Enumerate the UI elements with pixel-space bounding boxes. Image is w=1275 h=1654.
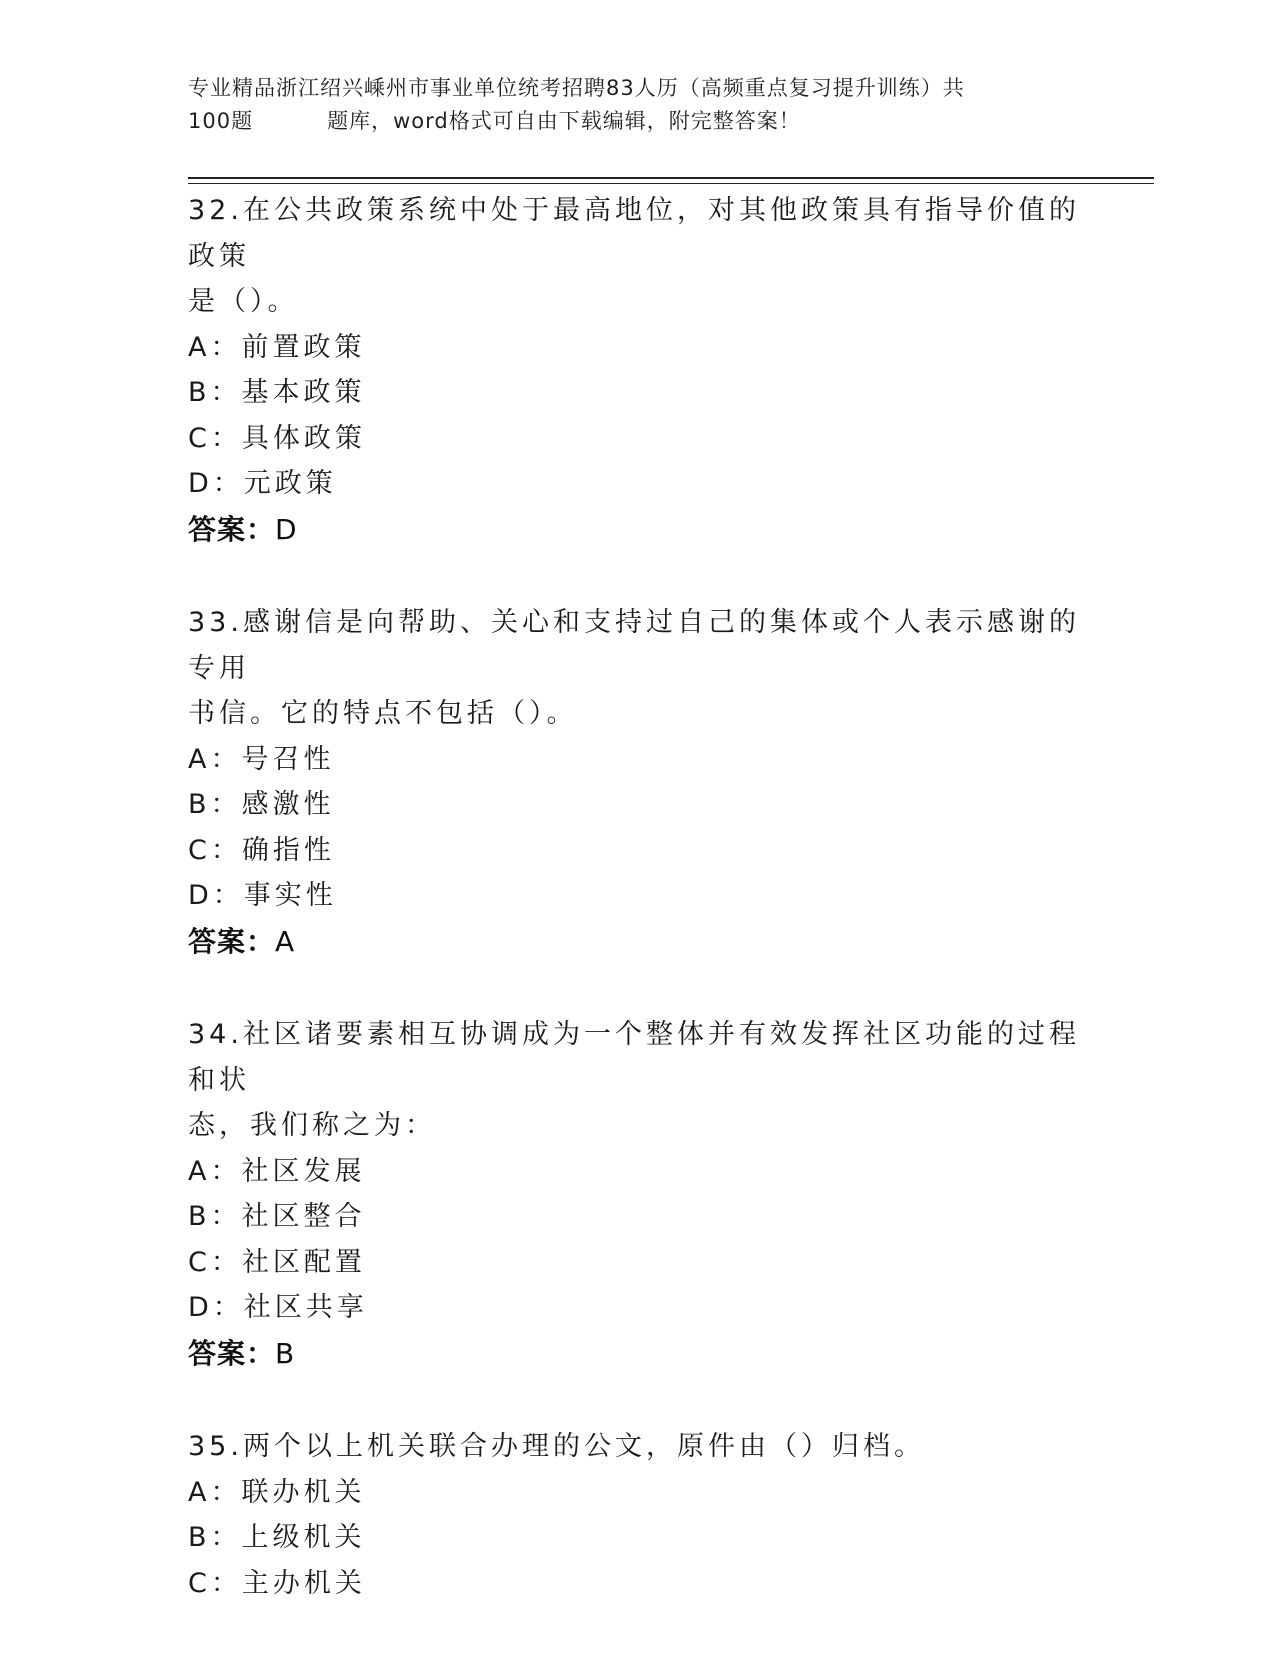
header-title-line2 xyxy=(188,105,1088,138)
option-d: D：元政策 xyxy=(188,468,337,499)
answer-value: D xyxy=(275,512,298,546)
answer-value: B xyxy=(275,1336,296,1370)
question-stem-line2: 是（）。 xyxy=(188,286,299,317)
answer-label: 答案： xyxy=(188,1336,276,1370)
option-c: C：主办机关 xyxy=(188,1567,366,1599)
answer-label: 答案： xyxy=(188,512,276,546)
option-b: B：基本政策 xyxy=(188,377,366,408)
document-header xyxy=(188,72,1088,138)
header-title-line1: 专业精品浙江绍兴嵊州市事业单位统考招聘83人历（高频重点复习提升训练）共 xyxy=(188,76,965,100)
question-32 xyxy=(188,188,1088,552)
question-34 xyxy=(188,1012,1088,1376)
header-description: 题库，word格式可自由下载编辑，附完整答案！ xyxy=(327,109,801,133)
option-d: D：事实性 xyxy=(188,880,337,911)
question-stem-line1: 33.感谢信是向帮助、关心和支持过自己的集体或个人表示感谢的专用 xyxy=(188,607,1080,684)
answer-line xyxy=(188,1331,1088,1377)
option-b: B：上级机关 xyxy=(188,1522,366,1553)
option-a: A：联办机关 xyxy=(188,1476,366,1508)
option-a: A：社区发展 xyxy=(188,1155,366,1187)
question-stem-line2: 书信。它的特点不包括（）。 xyxy=(188,698,578,729)
answer-label: 答案： xyxy=(188,924,276,958)
question-35 xyxy=(188,1424,1088,1606)
question-stem-line1: 34.社区诸要素相互协调成为一个整体并有效发挥社区功能的过程和状 xyxy=(188,1019,1080,1096)
answer-value: A xyxy=(275,924,296,958)
option-d: D：社区共享 xyxy=(188,1292,368,1323)
question-33 xyxy=(188,600,1088,964)
option-c: C：确指性 xyxy=(188,834,335,866)
option-b: B：感激性 xyxy=(188,789,335,820)
option-b: B：社区整合 xyxy=(188,1201,366,1232)
option-c: C：具体政策 xyxy=(188,422,366,454)
option-a: A：前置政策 xyxy=(188,331,366,363)
option-c: C：社区配置 xyxy=(188,1246,366,1278)
option-a: A：号召性 xyxy=(188,743,335,775)
header-divider-thick xyxy=(188,177,1154,179)
question-stem-line2: 态，我们称之为： xyxy=(188,1110,436,1141)
header-divider-thin xyxy=(188,183,1154,184)
header-question-count: 100题 xyxy=(188,109,254,133)
answer-line xyxy=(188,919,1088,965)
answer-line xyxy=(188,507,1088,553)
question-list xyxy=(188,188,1088,1654)
question-stem-line1: 35.两个以上机关联合办理的公文，原件由（）归档。 xyxy=(188,1431,925,1462)
question-stem-line1: 32.在公共政策系统中处于最高地位，对其他政策具有指导价值的政策 xyxy=(188,195,1080,272)
